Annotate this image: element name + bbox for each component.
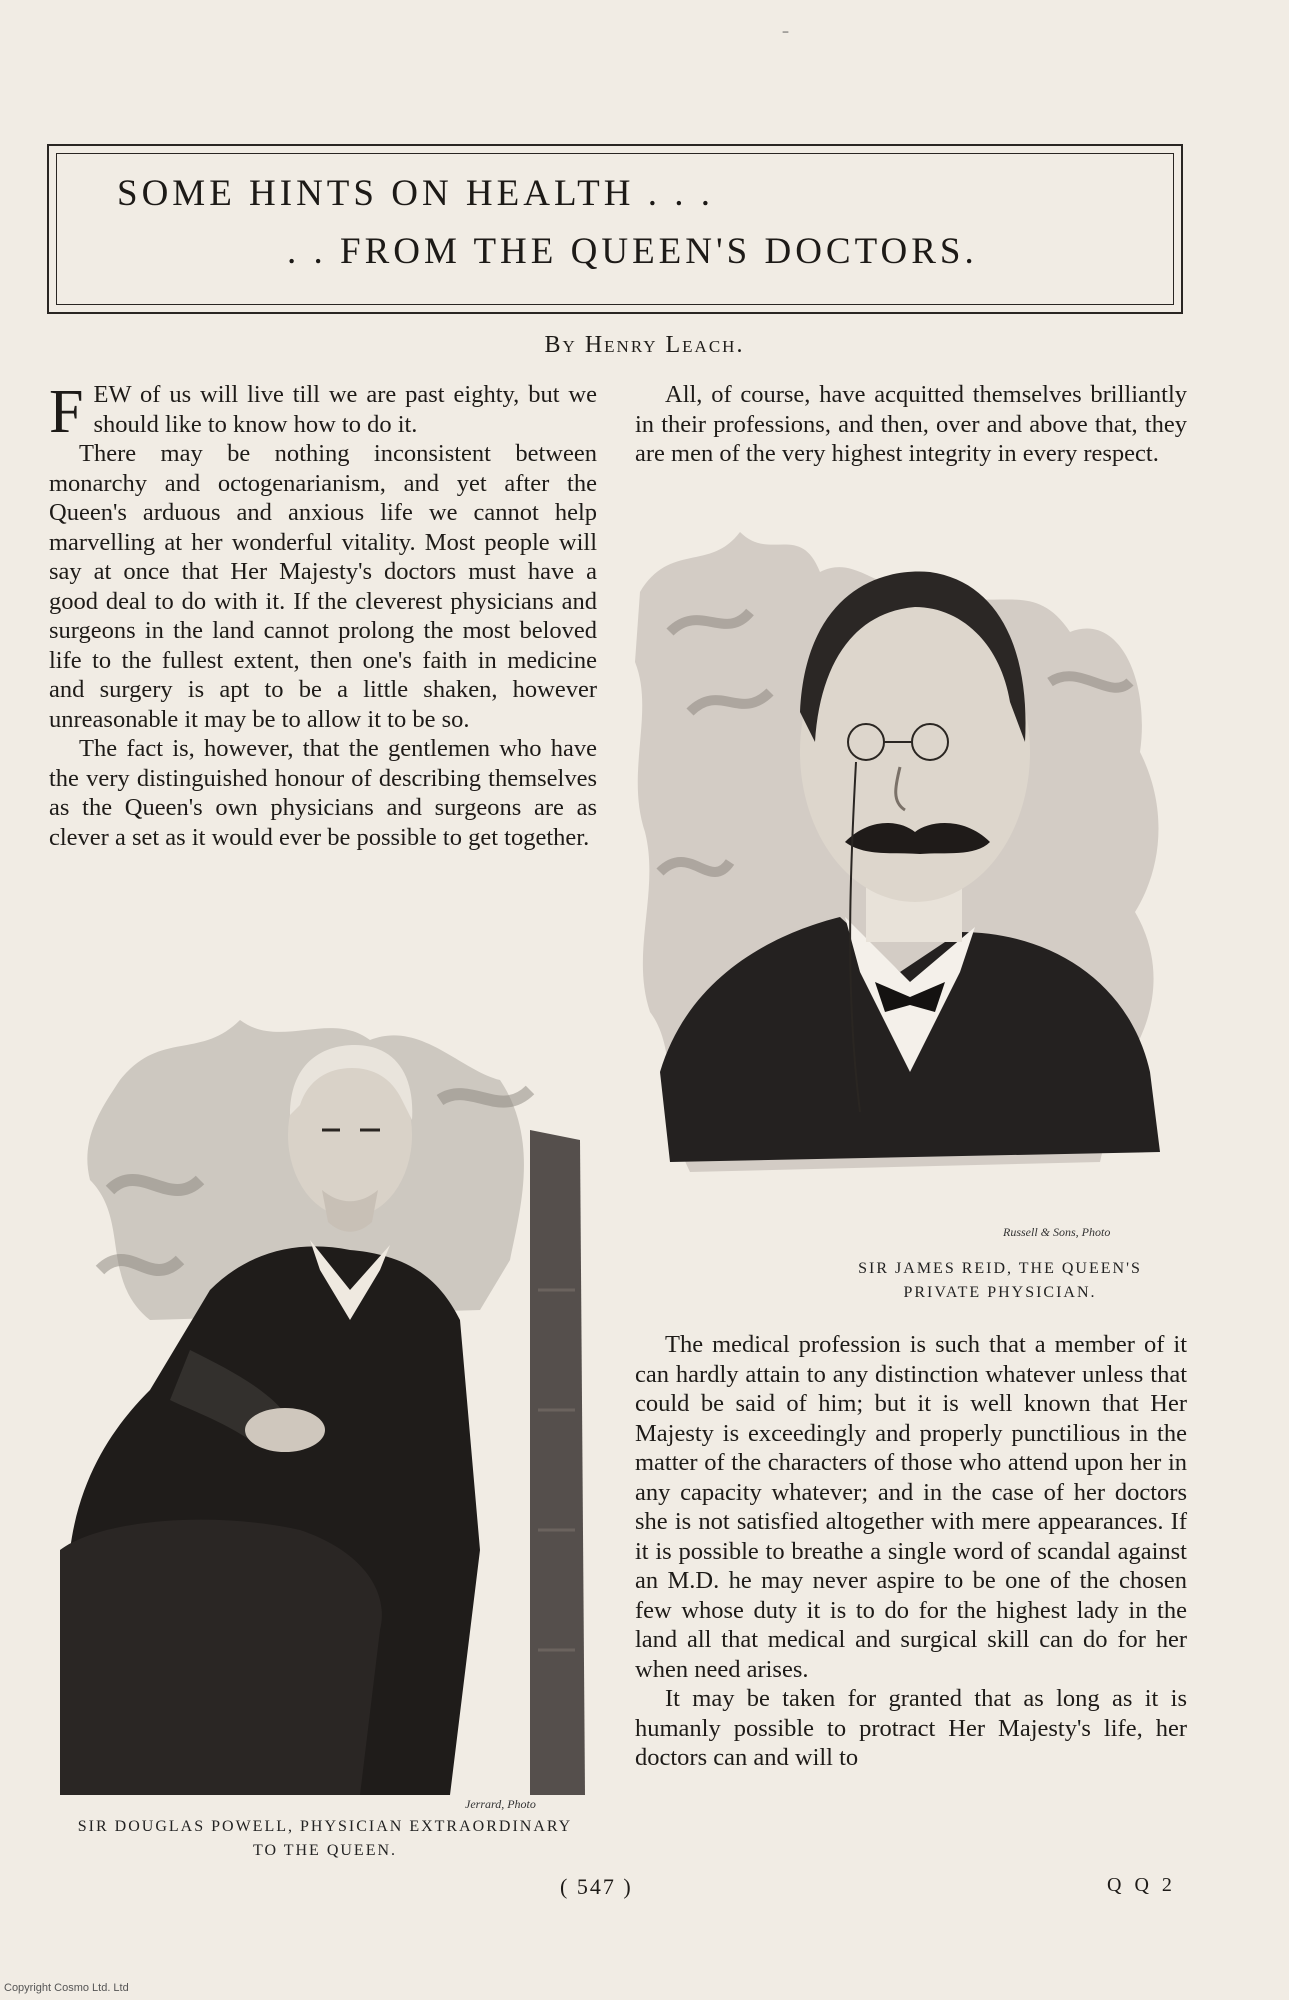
page-number: ( 547 ) xyxy=(560,1874,633,1899)
title-line-2: . . FROM THE QUEEN'S DOCTORS. xyxy=(287,231,978,272)
byline: By Henry Leach. xyxy=(544,332,745,358)
portrait-douglas-powell-illustration xyxy=(60,990,600,1795)
paragraph-2: There may be nothing inconsistent between monarchy and octogenarianism, and yet after the Queen's arduous and anxious life we cannot help marvelling at her wonderful vitality. Most people will say at once that Her Majesty's doctors must have a good deal to do with it. If the cleverest physicians and surgeons in the land cannot prolong the most beloved life to the fullest extent, then one's faith in medicine and surgery is apt to be a little shaken, however unreasonable it may be to allow it to be so. xyxy=(49,440,597,733)
left-column-text xyxy=(49,380,597,852)
signature-mark: Q Q 2 xyxy=(1107,1874,1176,1896)
copyright-notice: Copyright Cosmo Ltd. Ltd xyxy=(4,1982,129,1994)
paragraph-4: All, of course, have acquitted themselves brilliantly in their professions, and then, over and above that, they are men of the very highest integrity in every respect. xyxy=(635,381,1187,467)
portrait-douglas-powell xyxy=(60,990,600,1795)
paragraph-6: It may be taken for granted that as long as it is humanly possible to protract Her Majesty's life, her doctors can and will to xyxy=(635,1685,1187,1771)
portrait-james-reid xyxy=(630,512,1185,1222)
photo-credit-powell: Jerrard, Photo xyxy=(465,1797,536,1811)
paragraph-1 xyxy=(49,378,597,446)
caption-reid xyxy=(800,1257,1200,1305)
drop-cap: F xyxy=(49,378,84,446)
caption-powell-line-2: TO THE QUEEN. xyxy=(252,1842,398,1859)
right-column-top-text xyxy=(635,380,1187,469)
paragraph-5: The medical profession is such that a member of it can hardly attain to any distinction whatever unless that could be said of him; but it is well known that Her Majesty is exceedingly and properly punctilious in the matter of the characters of those who attend upon her in any capacity whatever; and in the case of her doctors she is not satisfied altogether with mere appearances. If it is possible to breathe a single word of scandal against an M.D. he may never aspire to be one of the chosen few whose duty it is to do for the highest lady in the land all that medical and surgical skill can do for her when need arises. xyxy=(635,1331,1187,1683)
portrait-james-reid-illustration xyxy=(630,512,1185,1222)
paragraph-1-text: EW of us will live till we are past eighty, but we should like to know how to do it. xyxy=(93,381,597,438)
title-frame xyxy=(47,144,1183,314)
right-column-bottom-text xyxy=(635,1330,1187,1773)
title-line-1: SOME HINTS ON HEALTH . . . xyxy=(117,173,714,214)
caption-reid-line-2: PRIVATE PHYSICIAN. xyxy=(903,1284,1097,1301)
top-mark: – xyxy=(782,24,789,40)
paragraph-3: The fact is, however, that the gentlemen who have the very distinguished honour of describing themselves as the Queen's own physicians and surgeons are as clever a set as it would ever be possible to get together. xyxy=(49,735,597,851)
caption-powell xyxy=(40,1815,610,1863)
caption-powell-line-1: SIR DOUGLAS POWELL, PHYSICIAN EXTRAORDINARY xyxy=(77,1818,573,1835)
caption-reid-line-1: SIR JAMES REID, THE QUEEN'S xyxy=(858,1260,1142,1277)
photo-credit-reid: Russell & Sons, Photo xyxy=(1003,1225,1111,1239)
